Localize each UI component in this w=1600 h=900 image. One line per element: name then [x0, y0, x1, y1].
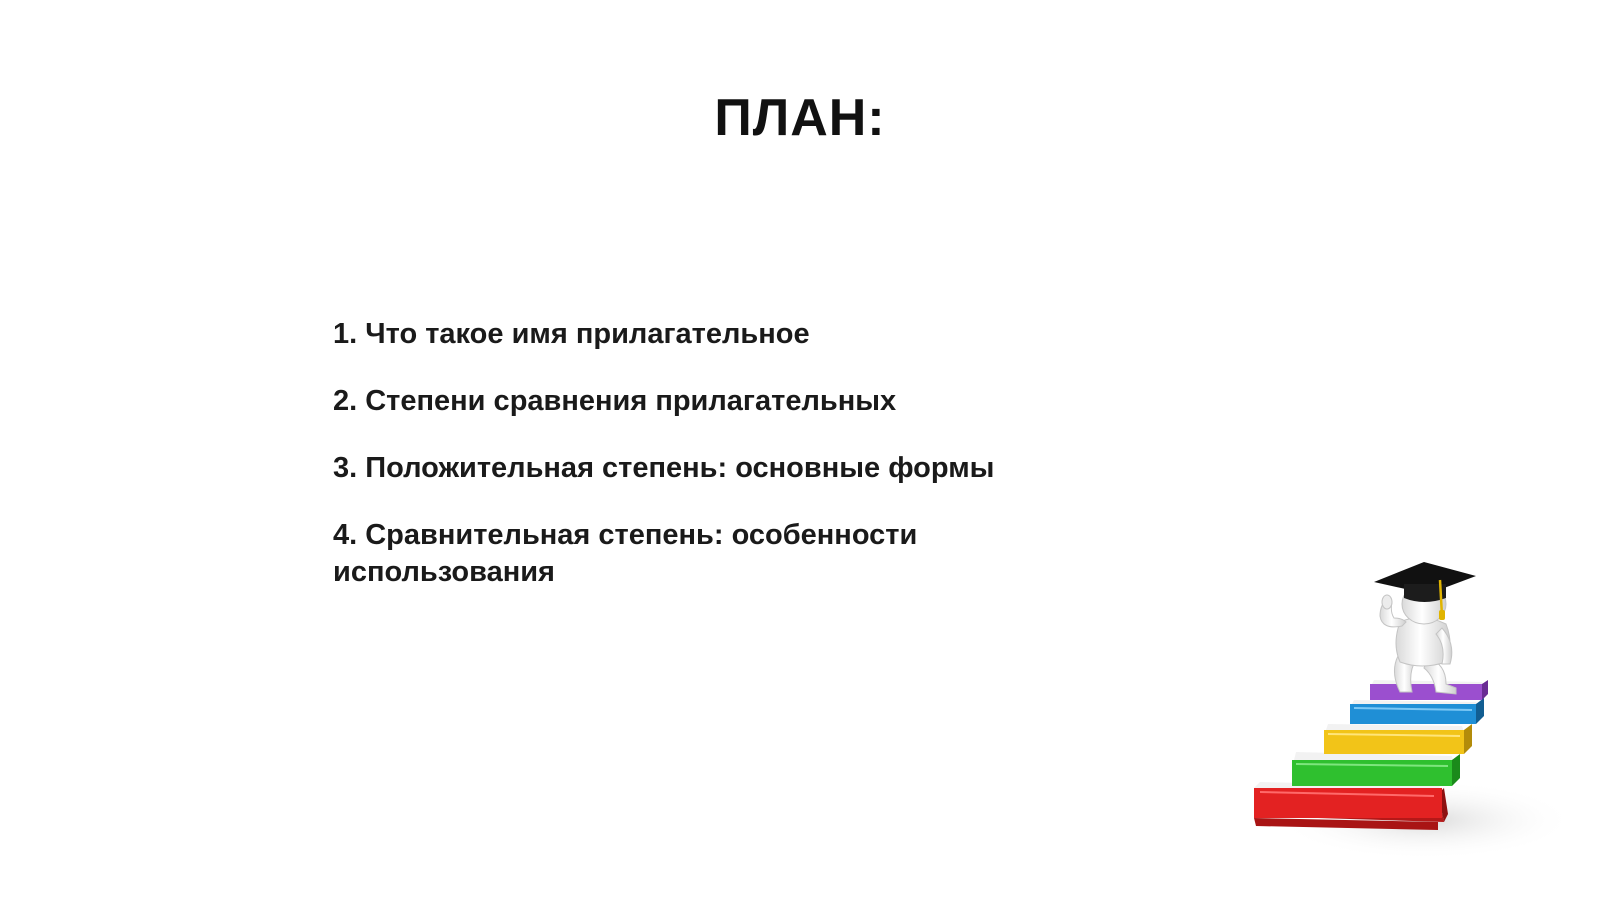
graduate-on-book-stairs-icon: [1250, 560, 1580, 880]
book-yellow: [1324, 724, 1472, 754]
plan-list: [333, 316, 1093, 621]
slide-title: ПЛАН:: [714, 89, 886, 147]
book-red: [1254, 782, 1448, 830]
plan-item-4: 4. Сравнительная степень: особенности использования: [333, 519, 918, 588]
graduate-figure: [1374, 562, 1476, 694]
book-blue: [1350, 698, 1484, 724]
book-purple: [1370, 680, 1488, 700]
plan-item-3: 3. Положительная степень: основные формы: [333, 452, 995, 484]
plan-item-2: 2. Степени сравнения прилагательных: [333, 385, 897, 417]
book-green: [1292, 752, 1460, 786]
plan-item-1: 1. Что такое имя прилагательное: [333, 318, 810, 350]
